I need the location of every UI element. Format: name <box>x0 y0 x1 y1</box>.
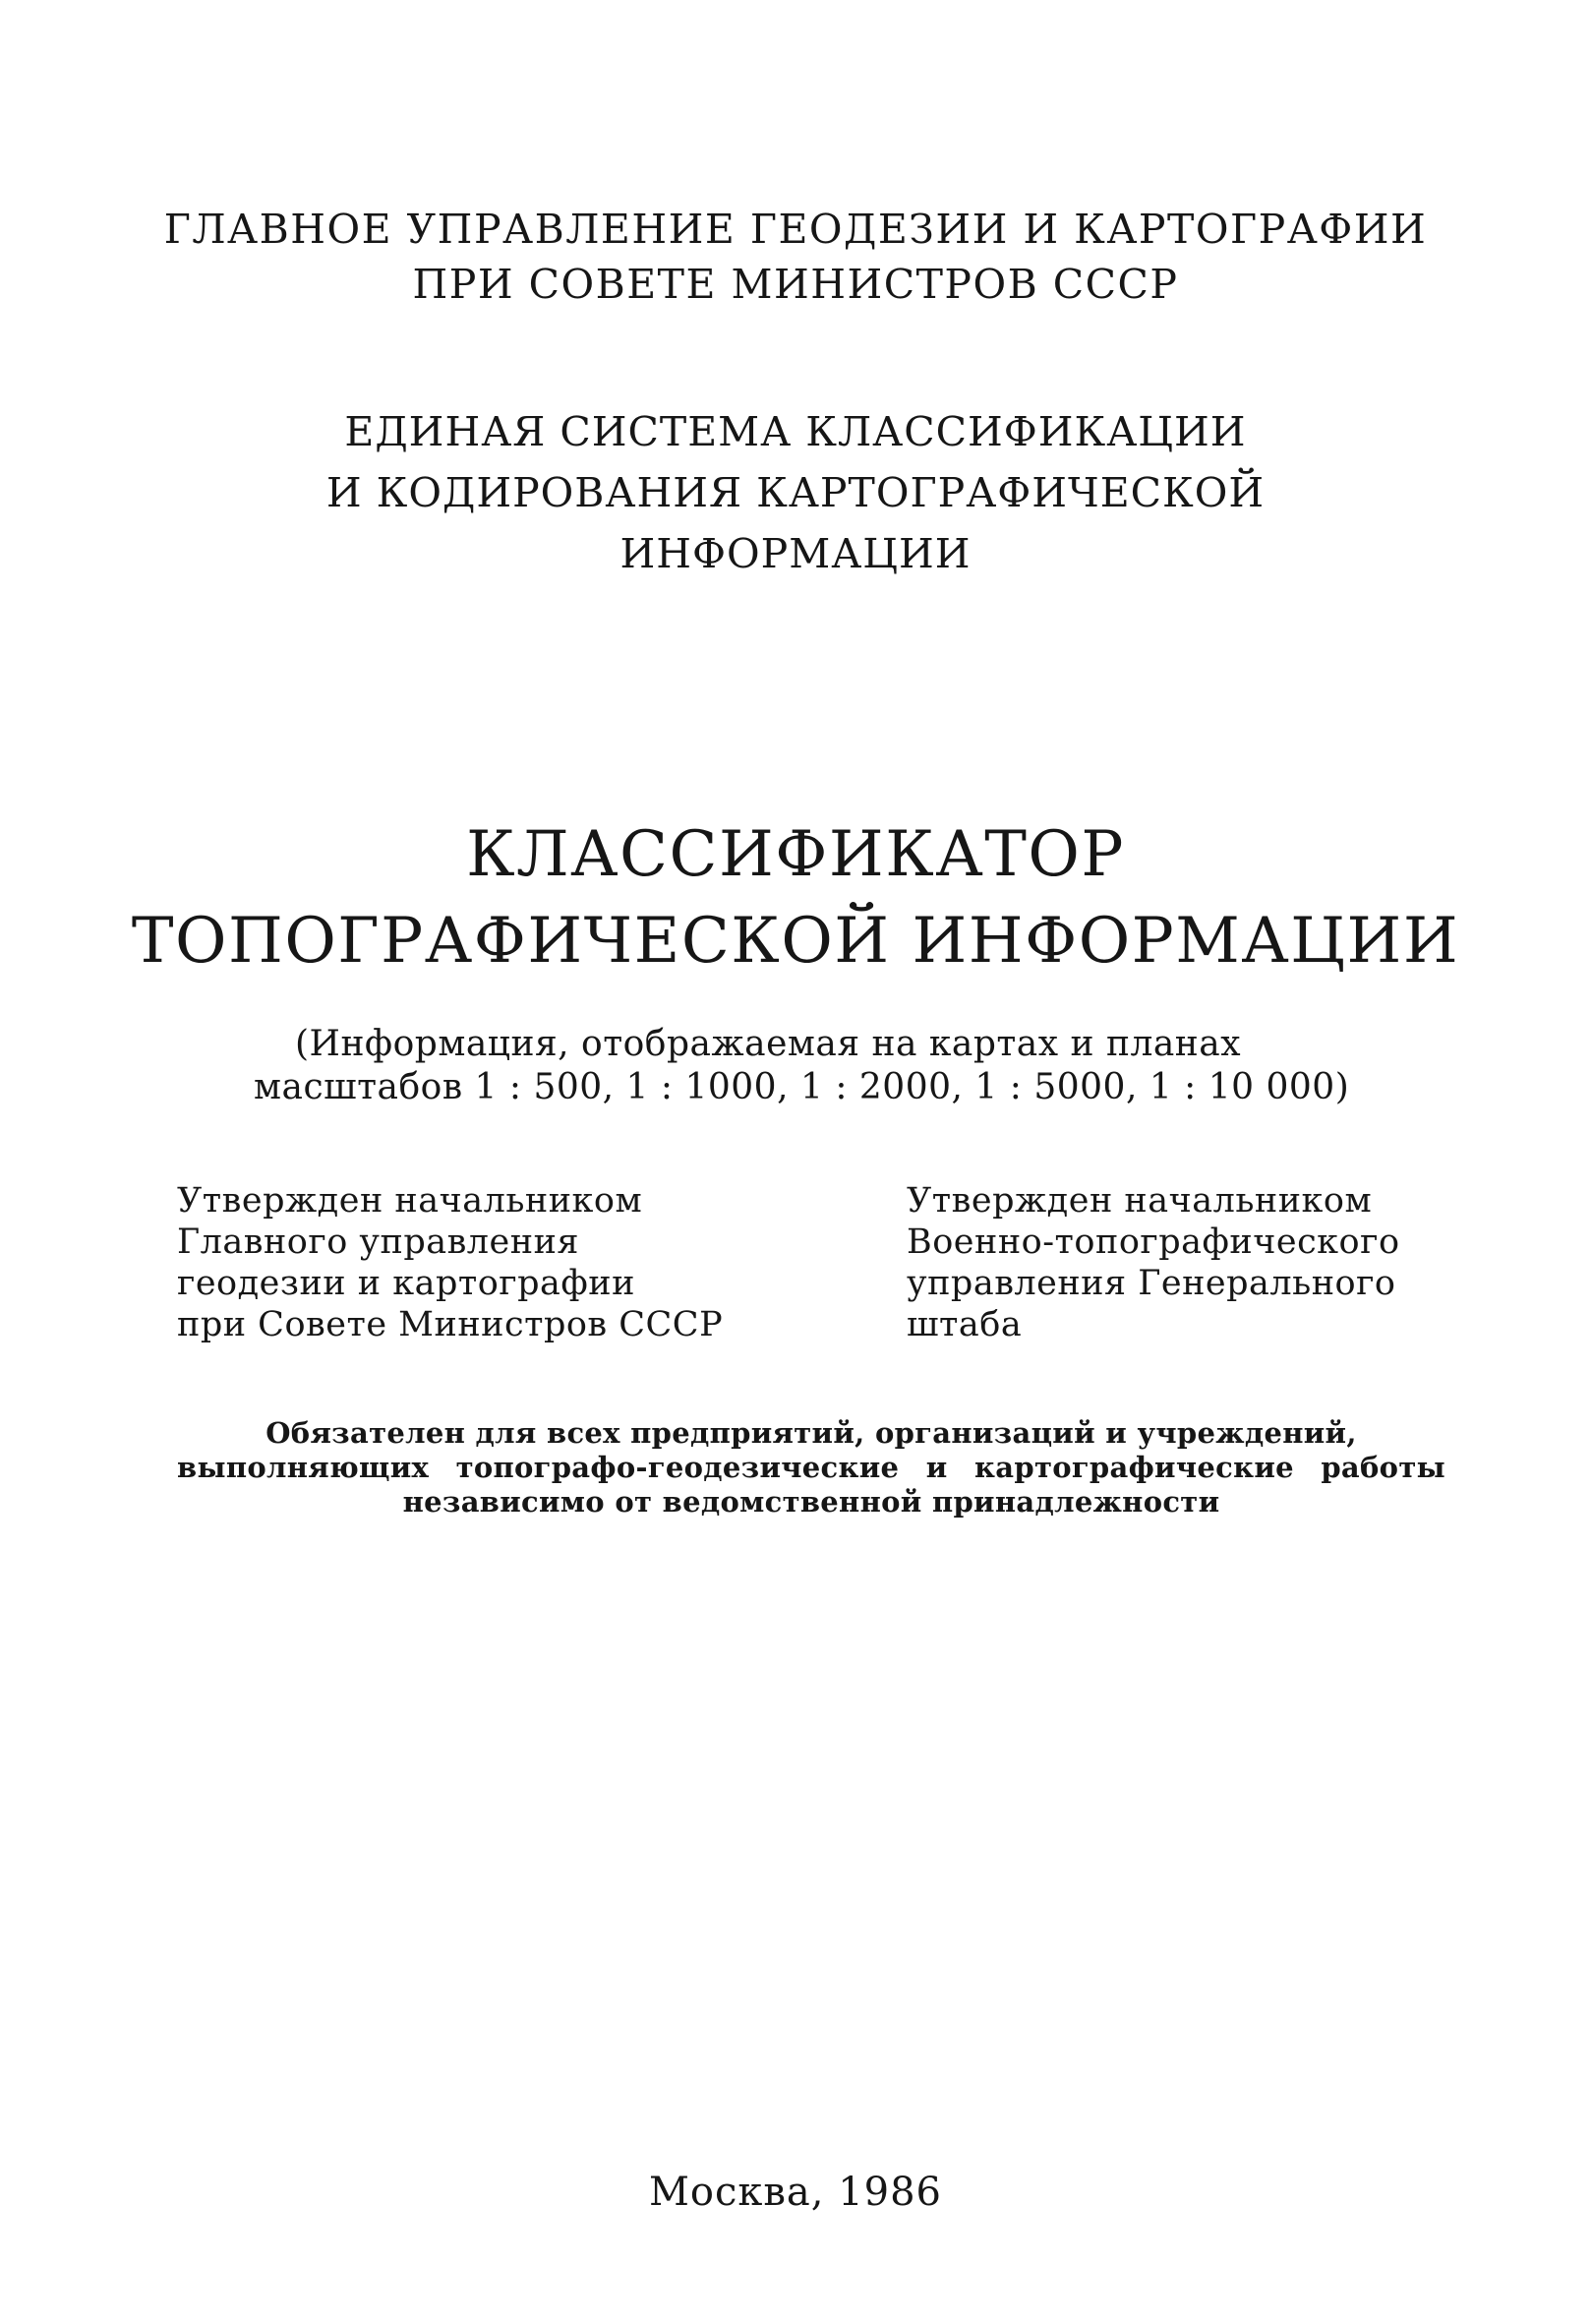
subtitle-line: масштабов 1 : 500, 1 : 1000, 1 : 2000, 1 : 5000, 1 : 10 000) <box>254 1067 1350 1107</box>
system-line: ИНФОРМАЦИИ <box>619 530 972 577</box>
approval-line: Утвержден начальником <box>177 1181 643 1221</box>
notice-word: картографические <box>974 1451 1294 1484</box>
approval-line: Утвержден начальником <box>907 1181 1373 1221</box>
notice-word: и <box>925 1451 948 1484</box>
ministry-line: ГЛАВНОЕ УПРАВЛЕНИЕ ГЕОДЕЗИИ И КАРТОГРАФИИ <box>163 206 1428 253</box>
notice-word: топографо-геодезические <box>455 1451 900 1484</box>
notice-line: Обязателен для всех предприятий, организаций и учреждений, <box>265 1416 1357 1450</box>
approval-line: геодезии и картографии <box>177 1264 635 1303</box>
approval-left <box>177 1180 723 1345</box>
title-line: ТОПОГРАФИЧЕСКОЙ ИНФОРМАЦИИ <box>131 905 1460 978</box>
approval-right <box>907 1180 1400 1345</box>
approval-line: управления Генерального <box>907 1264 1396 1303</box>
document-title <box>0 811 1591 984</box>
ministry-header <box>0 202 1591 312</box>
approval-line: штаба <box>907 1305 1023 1344</box>
imprint <box>0 2169 1591 2216</box>
classification-system-header <box>0 401 1591 584</box>
system-line: И КОДИРОВАНИЯ КАРТОГРАФИЧЕСКОЙ <box>325 469 1266 516</box>
ministry-line: ПРИ СОВЕТЕ МИНИСТРОВ СССР <box>412 261 1179 308</box>
system-line: ЕДИНАЯ СИСТЕМА КЛАССИФИКАЦИИ <box>344 408 1247 455</box>
notice-line-justified <box>177 1451 1445 1485</box>
notice-word: выполняющих <box>177 1451 430 1484</box>
title-line: КЛАССИФИКАТОР <box>466 818 1125 891</box>
mandatory-notice <box>177 1416 1445 1520</box>
approval-line: Главного управления <box>177 1222 579 1262</box>
approval-line: при Совете Министров СССР <box>177 1305 724 1344</box>
subtitle-line: (Информация, отображаемая на картах и планах <box>295 1024 1242 1064</box>
notice-line: независимо от ведомственной принадлежности <box>402 1485 1220 1519</box>
notice-word: работы <box>1321 1451 1445 1484</box>
imprint-city-year: Москва, 1986 <box>648 2170 943 2215</box>
approval-line: Военно-топографического <box>907 1222 1400 1262</box>
